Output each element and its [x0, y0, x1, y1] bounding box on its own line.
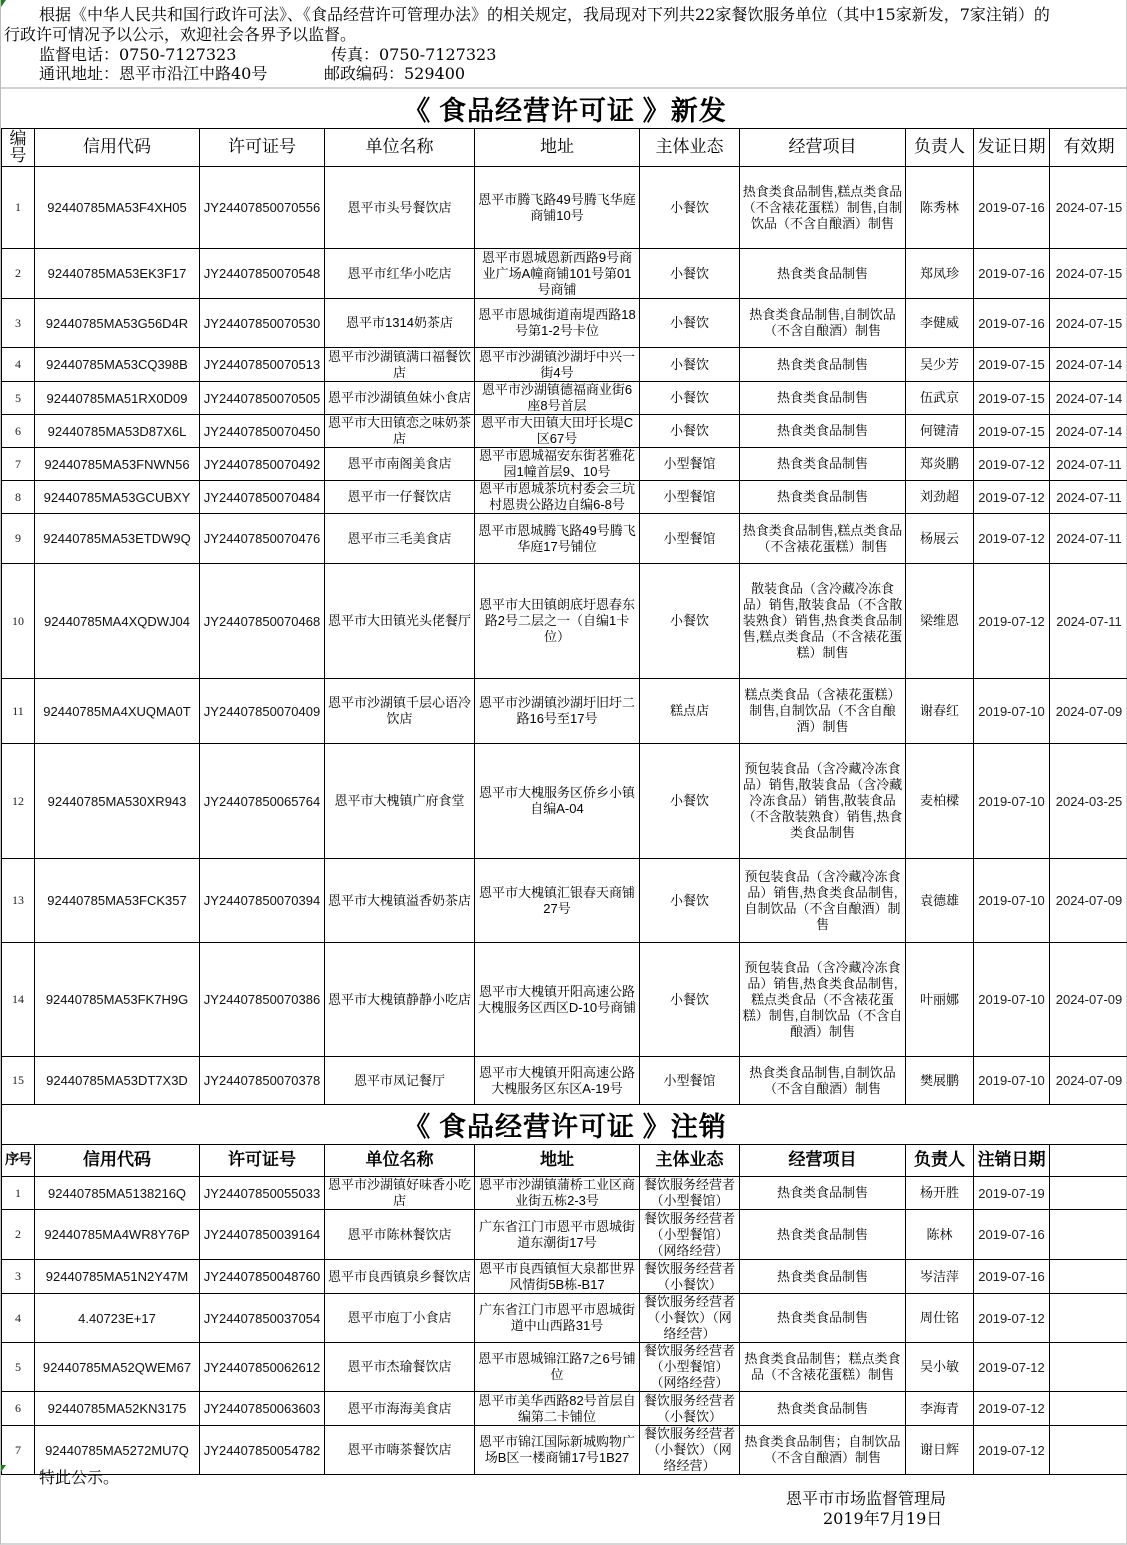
- issued-table-row: [2, 481, 1127, 514]
- cell-business-type: 小餐饮: [640, 299, 740, 348]
- cell-person-in-charge: 袁德雄: [906, 859, 974, 943]
- cell-unit-name: 恩平市大槐镇广府食堂: [325, 744, 475, 859]
- cell-unit-name: 恩平市沙湖镇好味香小吃店: [325, 1177, 475, 1210]
- cell-address: 恩平市大槐镇汇银春天商铺27号: [475, 859, 640, 943]
- cell-business-type: 小餐饮: [640, 859, 740, 943]
- cell-business-scope: 热食类食品制售: [740, 382, 906, 415]
- cancelled-table-row: [2, 1343, 1127, 1392]
- cell-issue-date: 2019-07-15: [974, 382, 1050, 415]
- cell-business-scope: 热食类食品制售,糕点类食品（不含裱花蛋糕）制售: [740, 514, 906, 564]
- header-address: 地址: [475, 1145, 640, 1177]
- cell-credit-code: 92440785MA53FNWN56: [35, 448, 200, 481]
- cell-unit-name: 恩平市海海美食店: [325, 1392, 475, 1426]
- cell-number: 6: [2, 415, 35, 448]
- issued-table-row: [2, 1057, 1127, 1105]
- cell-unit-name: 恩平市沙湖镇满口福餐饮店: [325, 348, 475, 382]
- cancelled-table-row: [2, 1210, 1127, 1260]
- cell-valid-until: 2024-07-14: [1050, 348, 1127, 382]
- cell-number: 15: [2, 1057, 35, 1105]
- cell-number: 3: [2, 1260, 35, 1294]
- cell-business-type: 小型餐馆: [640, 514, 740, 564]
- cell-credit-code: 92440785MA4XUQMA0T: [35, 679, 200, 744]
- cell-valid-until: 2024-07-09: [1050, 1057, 1127, 1105]
- cell-credit-code: 92440785MA53FK7H9G: [35, 943, 200, 1057]
- cell-person-in-charge: 杨开胜: [906, 1177, 974, 1210]
- cell-credit-code: 92440785MA51RX0D09: [35, 382, 200, 415]
- cell-unit-name: 恩平市南阁美食店: [325, 448, 475, 481]
- cancelled-table-row: [2, 1177, 1127, 1210]
- cell-person-in-charge: 梁维恩: [906, 564, 974, 679]
- cancelled-table-row: [2, 1294, 1127, 1343]
- cell-valid-until: 2024-03-25: [1050, 744, 1127, 859]
- cell-issue-date: 2019-07-16: [974, 249, 1050, 299]
- cell-valid-until: 2024-07-09: [1050, 679, 1127, 744]
- cell-valid-until: 2024-07-09: [1050, 859, 1127, 943]
- cell-license-no: JY24407850037054: [200, 1294, 325, 1343]
- cell-business-scope: 热食类食品制售: [740, 415, 906, 448]
- cell-address: 恩平市大田镇朗底圩恩春东路2号二层之一（自编1卡位）: [475, 564, 640, 679]
- cell-issue-date: 2019-07-16: [974, 299, 1050, 348]
- cancelled-title-row: [2, 1105, 1127, 1145]
- cell-person-in-charge: 谢春红: [906, 679, 974, 744]
- cell-unit-name: 恩平市大田镇恋之味奶茶店: [325, 415, 475, 448]
- header-unit-name: 单位名称: [325, 129, 475, 167]
- cell-business-type: 餐饮服务经营者（小型餐馆）（网络经营）: [640, 1210, 740, 1260]
- cell-business-scope: 预包装食品（含冷藏冷冻食品）销售,热食类食品制售,自制饮品（不含自酿酒）制售: [740, 859, 906, 943]
- cell-license-no: JY24407850070530: [200, 299, 325, 348]
- cell-issue-date: 2019-07-15: [974, 415, 1050, 448]
- cell-blank: [1050, 1294, 1127, 1343]
- notice-header: [1, 0, 1127, 89]
- header-credit-code: 信用代码: [35, 129, 200, 167]
- cell-business-type: 餐饮服务经营者（小型餐馆）: [640, 1177, 740, 1210]
- cell-cancel-date: 2019-07-12: [974, 1392, 1050, 1426]
- header-unit-name: 单位名称: [325, 1145, 475, 1177]
- header-license-no: 许可证号: [200, 129, 325, 167]
- cell-license-no: JY24407850062612: [200, 1343, 325, 1392]
- cell-unit-name: 恩平市良西镇泉乡餐饮店: [325, 1260, 475, 1294]
- cancelled-header-row: [2, 1145, 1127, 1177]
- license-table: [1, 89, 1127, 1475]
- cell-number: 6: [2, 1392, 35, 1426]
- cancelled-section: [2, 1105, 1127, 1177]
- cell-business-type: 小餐饮: [640, 382, 740, 415]
- cell-license-no: JY24407850070450: [200, 415, 325, 448]
- cell-person-in-charge: 陈林: [906, 1210, 974, 1260]
- cell-license-no: JY24407850054782: [200, 1426, 325, 1475]
- cell-person-in-charge: 吴少芳: [906, 348, 974, 382]
- cell-number: 5: [2, 382, 35, 415]
- cell-unit-name: 恩平市沙湖镇鱼妹小食店: [325, 382, 475, 415]
- cell-blank: [1050, 1210, 1127, 1260]
- cell-number: 3: [2, 299, 35, 348]
- cell-license-no: JY24407850070476: [200, 514, 325, 564]
- cell-business-scope: 热食类食品制售,自制饮品（不含自酿酒）制售: [740, 299, 906, 348]
- cell-license-no: JY24407850065764: [200, 744, 325, 859]
- postcode: 邮政编码：529400: [324, 64, 466, 83]
- cell-address: 恩平市良西镇恒大泉都世界风情街5B栋-B17: [475, 1260, 640, 1294]
- cell-business-scope: 热食类食品制售: [740, 1177, 906, 1210]
- cell-issue-date: 2019-07-12: [974, 448, 1050, 481]
- cell-business-type: 糕点店: [640, 679, 740, 744]
- cell-number: 1: [2, 167, 35, 249]
- cell-business-scope: 热食类食品制售: [740, 481, 906, 514]
- cell-address: 恩平市恩城腾飞路49号腾飞华庭17号铺位: [475, 514, 640, 564]
- cell-credit-code: 92440785MA53EK3F17: [35, 249, 200, 299]
- cell-address: 恩平市沙湖镇沙湖圩旧圩二路16号至17号: [475, 679, 640, 744]
- cell-credit-code: 4.40723E+17: [35, 1294, 200, 1343]
- issued-table-row: [2, 943, 1127, 1057]
- cell-credit-code: 92440785MA53D87X6L: [35, 415, 200, 448]
- cell-unit-name: 恩平市大田镇光头佬餐厅: [325, 564, 475, 679]
- cell-license-no: JY24407850055033: [200, 1177, 325, 1210]
- cell-credit-code: 92440785MA53FCK357: [35, 859, 200, 943]
- cell-unit-name: 恩平市大槐镇静静小吃店: [325, 943, 475, 1057]
- issued-table-row: [2, 167, 1127, 249]
- cell-business-scope: 热食类食品制售；自制饮品（不含自酿酒）制售: [740, 1426, 906, 1475]
- cell-license-no: JY24407850070505: [200, 382, 325, 415]
- cell-business-type: 餐饮服务经营者（小餐饮）（网络经营）: [640, 1426, 740, 1475]
- cell-number: 14: [2, 943, 35, 1057]
- cell-unit-name: 恩平市杰瑜餐饮店: [325, 1343, 475, 1392]
- cell-number: 8: [2, 481, 35, 514]
- cell-license-no: JY24407850063603: [200, 1392, 325, 1426]
- cell-business-type: 小型餐馆: [640, 481, 740, 514]
- header-business-scope: 经营项目: [740, 129, 906, 167]
- cell-valid-until: 2024-07-15: [1050, 299, 1127, 348]
- cell-address: 恩平市恩城福安东街茗雅花园1幢首层9、10号: [475, 448, 640, 481]
- cell-issue-date: 2019-07-10: [974, 943, 1050, 1057]
- intro-text-line-1: 根据《中华人民共和国行政许可法》、《食品经营许可管理办法》的相关规定，我局现对下列共22家餐饮服务单位（其中15家新发，7家注销）的: [39, 5, 1050, 24]
- cell-person-in-charge: 刘劲超: [906, 481, 974, 514]
- cell-address: 恩平市美华西路82号首层自编第二卡铺位: [475, 1392, 640, 1426]
- fax-number: 传真：0750-7127323: [331, 45, 497, 64]
- cell-number: 1: [2, 1177, 35, 1210]
- cell-cancel-date: 2019-07-12: [974, 1343, 1050, 1392]
- cell-credit-code: 92440785MA53GCUBXY: [35, 481, 200, 514]
- cell-business-scope: 热食类食品制售；糕点类食品（不含裱花蛋糕）制售: [740, 1343, 906, 1392]
- cell-issue-date: 2019-07-15: [974, 348, 1050, 382]
- cell-business-type: 小型餐馆: [640, 448, 740, 481]
- cell-address: 广东省江门市恩平市恩城街道中山西路31号: [475, 1294, 640, 1343]
- cell-person-in-charge: 周仕铭: [906, 1294, 974, 1343]
- cell-address: 恩平市恩城锦江路7之6号铺位: [475, 1343, 640, 1392]
- header-valid-until: 有效期: [1050, 129, 1127, 167]
- cell-valid-until: 2024-07-11: [1050, 448, 1127, 481]
- cell-person-in-charge: 吴小敏: [906, 1343, 974, 1392]
- cell-address: 恩平市恩城茶坑村委会三坑村恩贵公路边自编6-8号: [475, 481, 640, 514]
- issued-table-row: [2, 249, 1127, 299]
- cell-business-scope: 热食类食品制售,糕点类食品（不含裱花蛋糕）制售,自制饮品（不含自酿酒）制售: [740, 167, 906, 249]
- cell-person-in-charge: 陈秀林: [906, 167, 974, 249]
- cell-address: 恩平市沙湖镇蒲桥工业区商业街五栋2-3号: [475, 1177, 640, 1210]
- cell-unit-name: 恩平市大槐镇溢香奶茶店: [325, 859, 475, 943]
- header-license-no: 许可证号: [200, 1145, 325, 1177]
- cell-person-in-charge: 郑炎鹏: [906, 448, 974, 481]
- cell-number: 11: [2, 679, 35, 744]
- cell-business-scope: 热食类食品制售: [740, 348, 906, 382]
- issued-table-row: [2, 415, 1127, 448]
- cell-number: 10: [2, 564, 35, 679]
- cell-person-in-charge: 樊展鹏: [906, 1057, 974, 1105]
- cell-number: 12: [2, 744, 35, 859]
- issued-table-row: [2, 859, 1127, 943]
- cell-business-scope: 糕点类食品（含裱花蛋糕）制售,自制饮品（不含自酿酒）制售: [740, 679, 906, 744]
- cell-business-scope: 热食类食品制售: [740, 1260, 906, 1294]
- cancelled-table-row: [2, 1392, 1127, 1426]
- cell-issue-date: 2019-07-12: [974, 514, 1050, 564]
- issued-table-row: [2, 348, 1127, 382]
- cell-credit-code: 92440785MA4XQDWJ04: [35, 564, 200, 679]
- cell-business-type: 餐饮服务经营者（小餐饮）（网络经营）: [640, 1294, 740, 1343]
- issued-table-row: [2, 299, 1127, 348]
- cell-blank: [1050, 1260, 1127, 1294]
- cell-number: 7: [2, 1426, 35, 1475]
- cell-person-in-charge: 何键清: [906, 415, 974, 448]
- cell-license-no: JY24407850070468: [200, 564, 325, 679]
- cell-credit-code: 92440785MA53CQ398B: [35, 348, 200, 382]
- cell-credit-code: 92440785MA51N2Y47M: [35, 1260, 200, 1294]
- cell-credit-code: 92440785MA52KN3175: [35, 1392, 200, 1426]
- header-issue-date: 发证日期: [974, 129, 1050, 167]
- cell-cancel-date: 2019-07-12: [974, 1294, 1050, 1343]
- cell-business-type: 餐饮服务经营者（小餐饮）: [640, 1392, 740, 1426]
- cell-business-type: 小型餐馆: [640, 1057, 740, 1105]
- cell-business-type: 餐饮服务经营者（小餐饮）: [640, 1260, 740, 1294]
- cell-license-no: JY24407850039164: [200, 1210, 325, 1260]
- cell-credit-code: 92440785MA52QWEM67: [35, 1343, 200, 1392]
- cell-cancel-date: 2019-07-16: [974, 1210, 1050, 1260]
- cell-person-in-charge: 叶丽娜: [906, 943, 974, 1057]
- issued-table-row: [2, 382, 1127, 415]
- issued-table-row: [2, 679, 1127, 744]
- header-cancel-date: 注销日期: [974, 1145, 1050, 1177]
- cell-credit-code: 92440785MA5272MU7Q: [35, 1426, 200, 1475]
- cell-issue-date: 2019-07-10: [974, 744, 1050, 859]
- cell-valid-until: 2024-07-11: [1050, 481, 1127, 514]
- cell-credit-code: 92440785MA5138216Q: [35, 1177, 200, 1210]
- cell-person-in-charge: 伍武京: [906, 382, 974, 415]
- cell-number: 2: [2, 1210, 35, 1260]
- cell-blank: [1050, 1392, 1127, 1426]
- cell-issue-date: 2019-07-10: [974, 679, 1050, 744]
- cancelled-section-title: 《 食品经营许可证 》注销: [2, 1105, 1127, 1145]
- cell-valid-until: 2024-07-11: [1050, 514, 1127, 564]
- issued-table-row: [2, 448, 1127, 481]
- cell-license-no: JY24407850070386: [200, 943, 325, 1057]
- cell-valid-until: 2024-07-09: [1050, 943, 1127, 1057]
- cell-license-no: JY24407850070378: [200, 1057, 325, 1105]
- issued-title-row: [2, 89, 1127, 129]
- cell-address: 恩平市沙湖镇德福商业街6座8号首层: [475, 382, 640, 415]
- cell-address: 恩平市锦江国际新城购物广场B区一楼商铺17号1B27: [475, 1426, 640, 1475]
- issued-section: [2, 89, 1127, 167]
- cell-credit-code: 92440785MA53DT7X3D: [35, 1057, 200, 1105]
- cell-cancel-date: 2019-07-12: [974, 1426, 1050, 1475]
- issued-table-row: [2, 564, 1127, 679]
- cell-license-no: JY24407850070548: [200, 249, 325, 299]
- cell-address: 恩平市大槐镇开阳高速公路大槐服务区西区D-10号商铺: [475, 943, 640, 1057]
- header-number: 编号: [2, 129, 35, 167]
- cell-address: 恩平市腾飞路49号腾飞华庭商铺10号: [475, 167, 640, 249]
- cell-business-type: 餐饮服务经营者（小型餐馆）（网络经营）: [640, 1343, 740, 1392]
- header-business-type: 主体业态: [640, 1145, 740, 1177]
- header-person-in-charge: 负责人: [906, 1145, 974, 1177]
- issuing-authority: 恩平市市场监督管理局: [786, 1489, 947, 1508]
- cell-license-no: JY24407850070484: [200, 481, 325, 514]
- cell-business-scope: 预包装食品（含冷藏冷冻食品）销售,散装食品（含冷藏冷冻食品）销售,散装食品（不含散装熟食）销售,热食类食品制售: [740, 744, 906, 859]
- cell-unit-name: 恩平市陈林餐饮店: [325, 1210, 475, 1260]
- header-serial-number: 序号: [2, 1145, 35, 1177]
- notice-date: 2019年7月19日: [823, 1509, 943, 1528]
- cell-number: 4: [2, 1294, 35, 1343]
- cell-blank: [1050, 1343, 1127, 1392]
- cell-number: 5: [2, 1343, 35, 1392]
- cell-credit-code: 92440785MA4WR8Y76P: [35, 1210, 200, 1260]
- cell-person-in-charge: 岑洁萍: [906, 1260, 974, 1294]
- cell-license-no: JY24407850070556: [200, 167, 325, 249]
- cell-person-in-charge: 谢日辉: [906, 1426, 974, 1475]
- cell-person-in-charge: 麦柏樑: [906, 744, 974, 859]
- cell-credit-code: 92440785MA53ETDW9Q: [35, 514, 200, 564]
- cell-address: 恩平市恩城恩新西路9号商业广场A幢商铺101号第01号商铺: [475, 249, 640, 299]
- issued-header-row: [2, 129, 1127, 167]
- cell-person-in-charge: 郑凤珍: [906, 249, 974, 299]
- cell-address: 恩平市恩城街道南堤西路18号第1-2号卡位: [475, 299, 640, 348]
- cell-unit-name: 恩平市沙湖镇千层心语冷饮店: [325, 679, 475, 744]
- cell-number: 7: [2, 448, 35, 481]
- cell-unit-name: 恩平市庖丁小食店: [325, 1294, 475, 1343]
- cell-person-in-charge: 杨展云: [906, 514, 974, 564]
- cell-business-scope: 热食类食品制售: [740, 1294, 906, 1343]
- header-business-type: 主体业态: [640, 129, 740, 167]
- cell-person-in-charge: 李海青: [906, 1392, 974, 1426]
- cancelled-table-row: [2, 1260, 1127, 1294]
- cell-business-scope: 热食类食品制售,自制饮品（不含自酿酒）制售: [740, 1057, 906, 1105]
- cell-business-scope: 热食类食品制售: [740, 1210, 906, 1260]
- header-address: 地址: [475, 129, 640, 167]
- header-person-in-charge: 负责人: [906, 129, 974, 167]
- cell-business-scope: 热食类食品制售: [740, 1392, 906, 1426]
- cell-number: 2: [2, 249, 35, 299]
- issued-table-row: [2, 514, 1127, 564]
- intro-text-line-2: 行政许可情况予以公示，欢迎社会各界予以监督。: [4, 25, 357, 44]
- cell-person-in-charge: 李健威: [906, 299, 974, 348]
- cell-unit-name: 恩平市嗨茶餐饮店: [325, 1426, 475, 1475]
- cell-address: 恩平市大槐服务区侨乡小镇自编A-04: [475, 744, 640, 859]
- cell-unit-name: 恩平市一仔餐饮店: [325, 481, 475, 514]
- cell-business-type: 小餐饮: [640, 249, 740, 299]
- cell-valid-until: 2024-07-11: [1050, 564, 1127, 679]
- cell-unit-name: 恩平市三毛美食店: [325, 514, 475, 564]
- cell-valid-until: 2024-07-14: [1050, 415, 1127, 448]
- cell-business-type: 小餐饮: [640, 167, 740, 249]
- cell-unit-name: 恩平市凤记餐厅: [325, 1057, 475, 1105]
- cell-license-no: JY24407850070409: [200, 679, 325, 744]
- cell-issue-date: 2019-07-12: [974, 481, 1050, 514]
- cell-marker-icon: [1, 1465, 6, 1472]
- cell-unit-name: 恩平市1314奶茶店: [325, 299, 475, 348]
- cell-valid-until: 2024-07-15: [1050, 167, 1127, 249]
- cell-address: 恩平市大田镇大田圩长堤C区67号: [475, 415, 640, 448]
- cell-valid-until: 2024-07-15: [1050, 249, 1127, 299]
- cell-business-type: 小餐饮: [640, 348, 740, 382]
- cell-unit-name: 恩平市头号餐饮店: [325, 167, 475, 249]
- cell-number: 9: [2, 514, 35, 564]
- header-blank: [1050, 1145, 1127, 1177]
- header-business-scope: 经营项目: [740, 1145, 906, 1177]
- cell-license-no: JY24407850048760: [200, 1260, 325, 1294]
- cell-business-scope: 热食类食品制售: [740, 249, 906, 299]
- cell-license-no: JY24407850070394: [200, 859, 325, 943]
- cell-issue-date: 2019-07-16: [974, 167, 1050, 249]
- cell-business-type: 小餐饮: [640, 943, 740, 1057]
- cell-license-no: JY24407850070513: [200, 348, 325, 382]
- cell-issue-date: 2019-07-12: [974, 564, 1050, 679]
- cell-business-type: 小餐饮: [640, 744, 740, 859]
- cell-number: 4: [2, 348, 35, 382]
- cell-issue-date: 2019-07-10: [974, 1057, 1050, 1105]
- issued-rows: [2, 167, 1127, 1105]
- cell-cancel-date: 2019-07-19: [974, 1177, 1050, 1210]
- cell-business-type: 小餐饮: [640, 564, 740, 679]
- cell-blank: [1050, 1177, 1127, 1210]
- supervision-phone: 监督电话：0750-7127323: [39, 45, 237, 64]
- cell-business-scope: 预包装食品（含冷藏冷冻食品）销售,热食类食品制售,糕点类食品（不含裱花蛋糕）制售,自制饮品（不含自酿酒）制售: [740, 943, 906, 1057]
- cell-issue-date: 2019-07-10: [974, 859, 1050, 943]
- cell-business-scope: 热食类食品制售: [740, 448, 906, 481]
- notice-footer: [1, 1465, 1127, 1545]
- closing-statement: 特此公示。: [39, 1468, 120, 1487]
- cell-license-no: JY24407850070492: [200, 448, 325, 481]
- cell-cancel-date: 2019-07-16: [974, 1260, 1050, 1294]
- cell-address: 恩平市大槐镇开阳高速公路大槐服务区东区A-19号: [475, 1057, 640, 1105]
- cell-credit-code: 92440785MA53G56D4R: [35, 299, 200, 348]
- cell-unit-name: 恩平市红华小吃店: [325, 249, 475, 299]
- cancelled-rows: [2, 1177, 1127, 1475]
- cell-number: 13: [2, 859, 35, 943]
- cell-business-scope: 散装食品（含冷藏冷冻食品）销售,散装食品（不含散装熟食）销售,热食类食品制售,糕点类食品（不含裱花蛋糕）制售: [740, 564, 906, 679]
- mailing-address: 通讯地址：恩平市沿江中路40号: [39, 64, 268, 83]
- cell-credit-code: 92440785MA530XR943: [35, 744, 200, 859]
- cell-address: 广东省江门市恩平市恩城街道东潮街17号: [475, 1210, 640, 1260]
- issued-section-title: 《 食品经营许可证 》新发: [2, 89, 1127, 129]
- issued-table-row: [2, 744, 1127, 859]
- cell-address: 恩平市沙湖镇沙湖圩中兴一街4号: [475, 348, 640, 382]
- cell-business-type: 小餐饮: [640, 415, 740, 448]
- header-credit-code: 信用代码: [35, 1145, 200, 1177]
- cell-credit-code: 92440785MA53F4XH05: [35, 167, 200, 249]
- cell-valid-until: 2024-07-14: [1050, 382, 1127, 415]
